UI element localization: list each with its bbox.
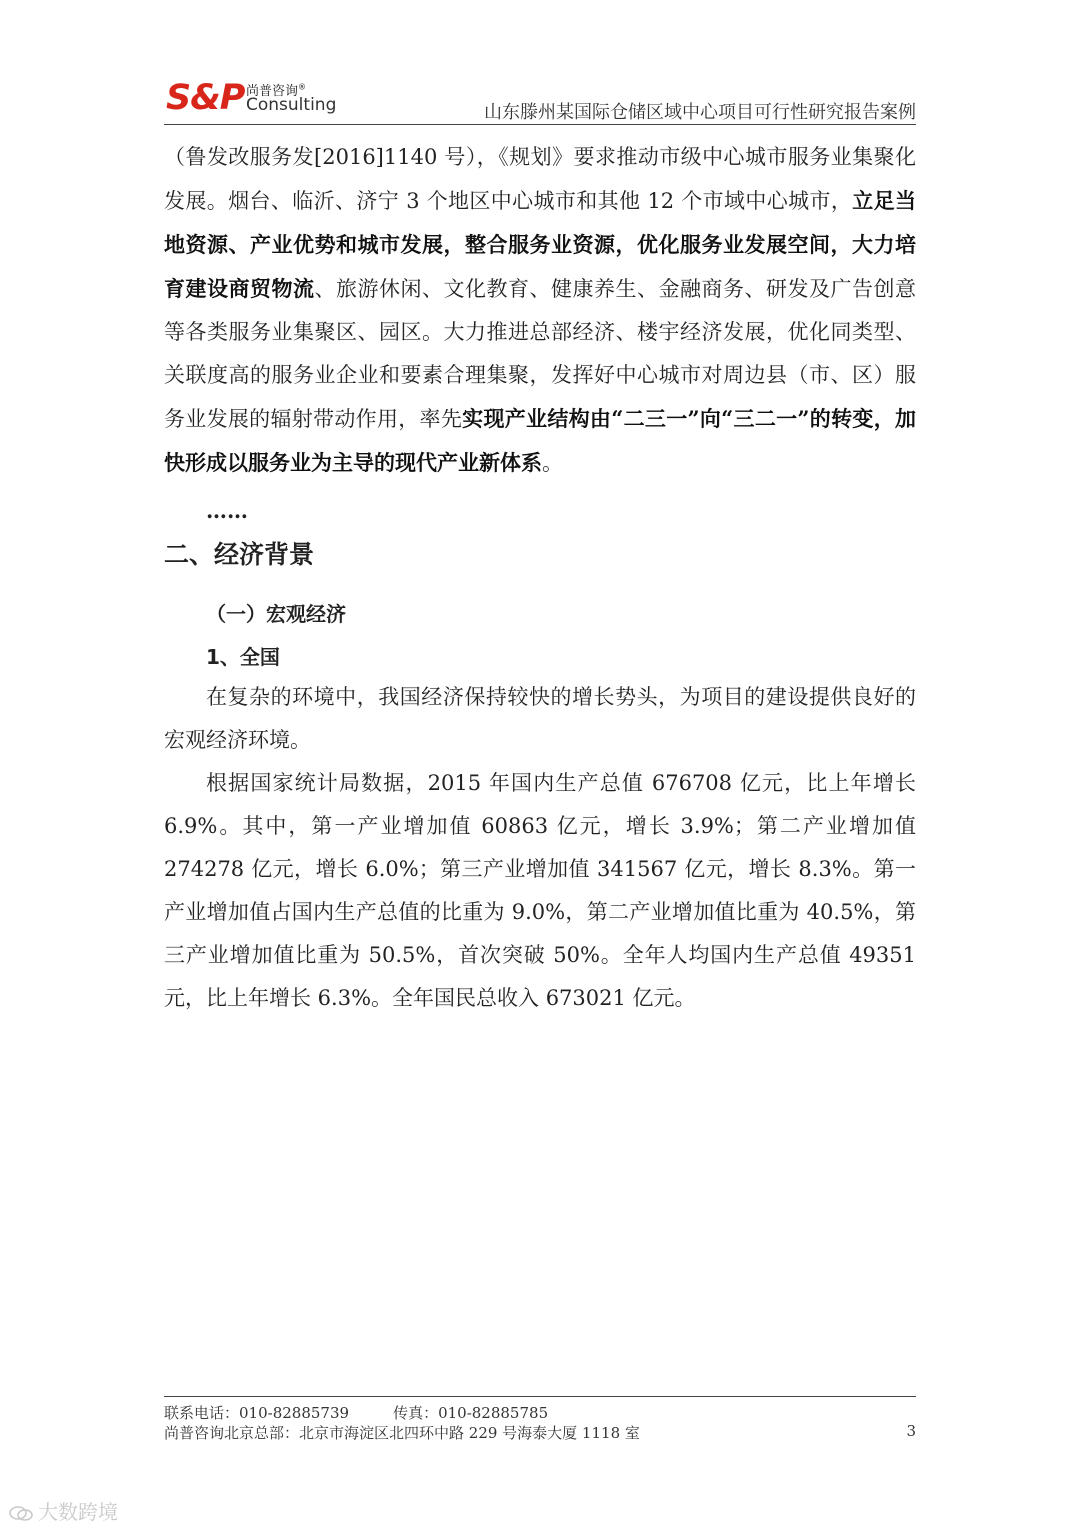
watermark [8, 1496, 118, 1525]
registered-mark: ® [298, 82, 307, 92]
paragraph-plan-text-3: 。 [542, 451, 563, 475]
body-content [164, 136, 916, 532]
paragraph-plan-bold-1: 立足当地资源、产业优势和城市发展，整合服务业资源，优化服务业发展空间，大力培育建设商贸物流 [164, 188, 917, 301]
item-title: 1、全国 [206, 645, 280, 669]
footer-address: 尚普咨询北京总部：北京市海淀区北四环中路 229 号海泰大厦 1118 室 [164, 1424, 640, 1442]
paragraph-plan-text-1: （鲁发改服务发[2016]1140 号），《规划》要求推动市级中心城市服务业集聚化发展。烟台、临沂、济宁 3 个地区中心城市和其他 12 个市域中心城市， [164, 145, 916, 213]
paragraph-environment: 在复杂的环境中，我国经济保持较快的增长势头，为项目的建设提供良好的宏观经济环境。 [164, 685, 916, 752]
paragraph-plan [164, 136, 916, 485]
ellipsis: …… [206, 498, 248, 523]
subsection-title: （一）宏观经济 [206, 602, 346, 626]
watermark-text: 大数跨境 [38, 1500, 118, 1524]
paragraph-plan-text-2: 、旅游休闲、文化教育、健康养生、金融商务、研发及广告创意等各类服务业集聚区、园区。大力推进总部经济、楼宇经济发展，优化同类型、关联度高的服务业企业和要素合理集聚，发挥好中心城市对周边县（市、区）服务业发展的辐射带动作用，率先 [164, 277, 916, 431]
footer-divider [164, 1396, 916, 1397]
logo-mark: S&P [166, 78, 245, 118]
footer-phone: 联系电话：010-82885739 [164, 1404, 350, 1422]
page-number: 3 [906, 1422, 916, 1440]
logo-english-name: Consulting [246, 95, 337, 115]
economy-content [164, 676, 916, 1020]
header-divider [164, 124, 916, 125]
paragraph-statistics: 根据国家统计局数据，2015 年国内生产总值 676708 亿元，比上年增长 6.9%。其中，第一产业增加值 60863 亿元，增长 3.9%；第二产业增加值 274278 亿元，增长 6.0%；第三产业增加值 341567 亿元，增长 8.3%。第一产业增加值占国内生产总值的比重为 9.0%，第二产业增加值比重为 40.5%，第三产业增加值比重为 50.5%，首次突破 50%。全年人均国内生产总值 49351 元，比上年增长 6.3%。全年国民总收入 673021 亿元。 [164, 771, 916, 1010]
footer-contact [164, 1402, 548, 1423]
logo-chinese-text: 尚普咨询 [246, 84, 299, 99]
document-title: 山东滕州某国际仓储区域中心项目可行性研究报告案例 [484, 102, 916, 123]
footer-fax: 传真：010-82885785 [393, 1404, 549, 1422]
paragraph-plan-bold-2: 实现产业结构由“二三一”向“三二一”的转变，加快形成以服务业为主导的现代产业新体系 [164, 406, 916, 475]
section-title: 二、经济背景 [164, 540, 315, 569]
chat-bubble-icon [8, 1504, 34, 1524]
